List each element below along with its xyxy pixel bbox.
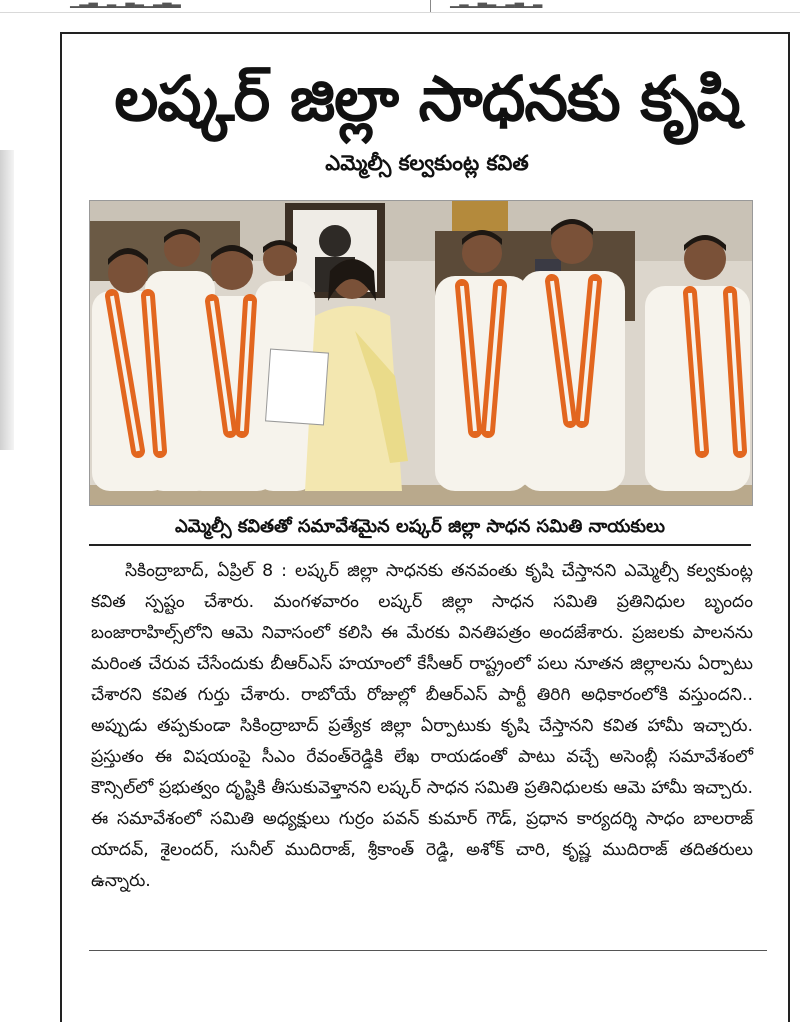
headline: లష్కర్ జిల్లా సాధనకు కృషి bbox=[114, 62, 740, 135]
adjacent-column-edge bbox=[0, 150, 14, 450]
subheadline: ఎమ్మెల్సీ కల్వకుంట్ల కవిత bbox=[325, 151, 529, 175]
photo-caption: ఎమ్మెల్సీ కవితతో సమావేశమైన లష్కర్ జిల్లా సాధన సమితి నాయకులు bbox=[89, 512, 751, 546]
bottom-rule bbox=[89, 950, 767, 951]
previous-page-strip bbox=[0, 0, 800, 13]
cut-off-text-left: ▁▂▃▁▂▁▃▂▁▂▃▂ bbox=[70, 0, 181, 8]
column-separator bbox=[430, 0, 431, 12]
article-frame bbox=[60, 32, 790, 1022]
article-body: సికింద్రాబాద్, ఏప్రిల్ 8 : లష్కర్ జిల్లా సాధనకు తనవంతు కృషి చేస్తానని ఎమ్మెల్సీ కల్వకుంట్ల కవిత స్పష్టం చేశారు. మంగళవారం లష్కర్ జిల్లా సాధన సమితి ప్రతినిధుల బృందం బంజారాహిల్స్‌లోని ఆమె నివాసంలో కలిసి ఈ మేరకు వినతిపత్రం అందజేశారు. ప్రజలకు పాలనను మరింత చేరువ చేసేందుకు బీఆర్ఎస్ హయాంలో కేసీఆర్ రాష్ట్రంలో పలు నూతన జిల్లాలను ఏర్పాటు చేశారని కవిత గుర్తు చేశారు. రాబోయే రోజుల్లో బీఆర్ఎస్ పార్టీ తిరిగి అధికారంలోకి వస్తుందని.. అప్పుడు తప్పకుండా సికింద్రాబాద్ ప్రత్యేక జిల్లా ఏర్పాటుకు కృషి చేస్తానని కవిత హామీ ఇచ్చారు. ప్రస్తుతం ఈ విషయంపై సీఎం రేవంత్‌రెడ్డికి లేఖ రాయడంతో పాటు వచ్చే అసెంబ్లీ సమావేశంలో కౌన్సిల్‌లో ప్రభుత్వం దృష్టికి తీసుకువెళ్తానని లష్కర్ సాధన సమితి ప్రతినిధులకు ఆమె హామీ ఇచ్చారు. ఈ సమావేశంలో సమితి అధ్యక్షులు గుర్రం పవన్ కుమార్ గౌడ్, ప్రధాన కార్యదర్శి సాధం బాలరాజ్ యాదవ్, శైలందర్, సునీల్ ముదిరాజ్, శ్రీకాంత్ రెడ్డి, అశోక్ చారి, కృష్ణ ముదిరాజ్ తదితరులు ఉన్నారు. bbox=[91, 561, 753, 891]
cut-off-text-right: ▁▂▁▃▂▁▂▃▁▂ bbox=[450, 0, 543, 8]
news-photo bbox=[89, 200, 753, 506]
